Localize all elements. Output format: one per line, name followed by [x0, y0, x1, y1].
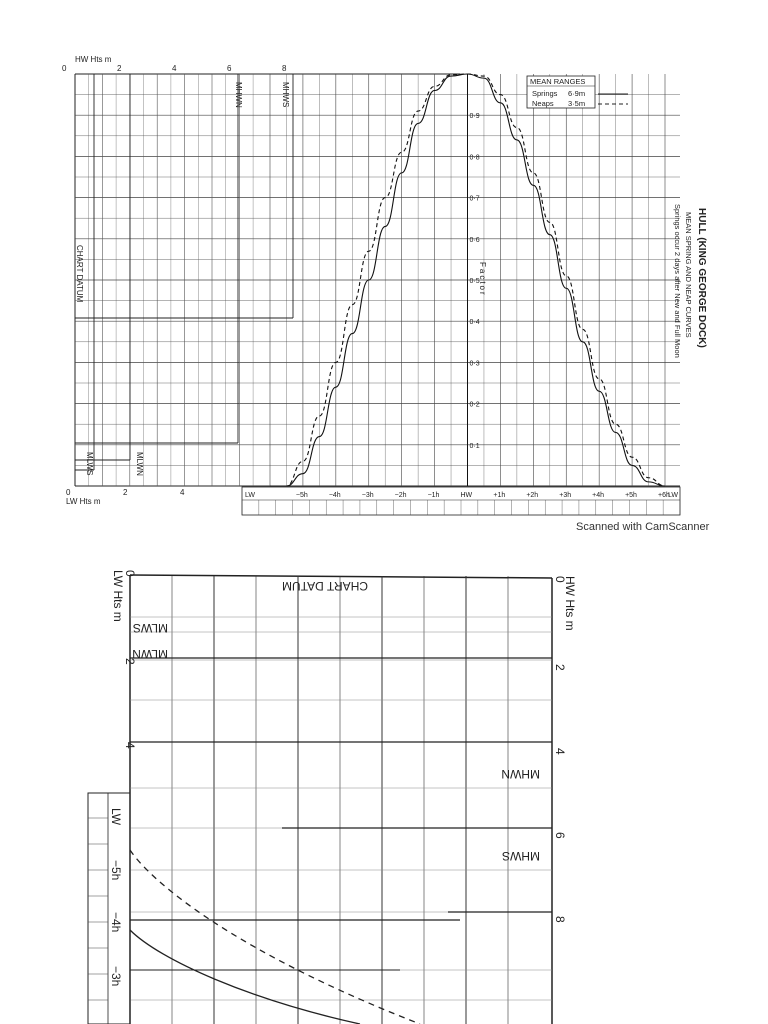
time-tick: −3h — [361, 492, 374, 499]
time-tick: +3h — [559, 492, 572, 499]
lower-level-label-mhws: MHWS — [502, 849, 540, 863]
lower-lw-tick: 4 — [123, 742, 137, 749]
lower-level-label-mlws: MLWS — [132, 621, 168, 635]
time-tick: +4h — [592, 492, 605, 499]
hw-height-tick: 8 — [282, 64, 287, 73]
level-label-mhws: MHWS — [281, 82, 290, 108]
chart-note: Springs occur 2 days after New and Full Moon — [673, 204, 682, 358]
factor-tick: 0·8 — [469, 154, 480, 162]
legend-springs-label: Springs — [532, 89, 558, 98]
factor-tick: 0·2 — [469, 401, 480, 409]
time-tick: +2h — [526, 492, 539, 499]
level-label-mlws: MLWS — [85, 452, 94, 476]
legend — [527, 76, 628, 108]
chart-title: HULL (KING GEORGE DOCK) — [696, 208, 707, 348]
lw-height-tick: 4 — [180, 488, 185, 497]
lower-lw-tick: 0 — [123, 570, 137, 577]
lw-height-ticks — [66, 488, 185, 497]
hw-height-ticks — [62, 64, 287, 73]
lower-time-tick: LW — [109, 808, 123, 826]
lower-time-tick: −3h — [109, 966, 123, 987]
lower-hw-tick: 8 — [553, 916, 567, 923]
time-tick: HW — [460, 492, 473, 499]
lower-hw-tick: 0 — [553, 576, 567, 583]
factor-tick: 0·3 — [469, 360, 480, 368]
lower-hw-tick: 4 — [553, 748, 567, 755]
lower-curve-neaps — [130, 850, 420, 1024]
hw-heights-label: HW Hts m — [75, 55, 112, 64]
lower-curves — [130, 850, 420, 1024]
lower-level-label-mlwn: MLWN — [132, 647, 168, 661]
time-tick: −1h — [427, 492, 440, 499]
lower-grid — [88, 575, 552, 1024]
hw-height-tick: 2 — [117, 64, 122, 73]
hw-height-tick: 4 — [172, 64, 177, 73]
scan-watermark: Scanned with CamScanner — [576, 521, 710, 533]
lower-time-tick: −5h — [109, 860, 123, 881]
time-tick: LW — [668, 492, 678, 499]
lower-datum-line — [130, 575, 552, 578]
upper-chart — [62, 55, 707, 515]
lower-time-tick: −4h — [109, 912, 123, 933]
chart-datum-label: CHART DATUM — [75, 245, 84, 303]
factor-axis-label: Factor — [478, 262, 487, 297]
lw-heights-label: LW Hts m — [66, 497, 101, 506]
lower-lw-tick: 2 — [123, 658, 137, 665]
lower-level-label-mhwn: MHWN — [501, 767, 540, 781]
time-tick: LW — [245, 492, 255, 499]
time-tick: −5h — [295, 492, 308, 499]
lower-time-scale-box — [88, 793, 130, 1024]
lw-height-tick: 2 — [123, 488, 128, 497]
time-tick: +1h — [493, 492, 506, 499]
level-label-mlwn: MLWN — [135, 452, 144, 476]
lower-hw-tick: 6 — [553, 832, 567, 839]
lw-height-tick: 0 — [66, 488, 71, 497]
time-tick: −2h — [394, 492, 407, 499]
legend-neaps-label: Neaps — [532, 99, 554, 108]
upper-grid — [75, 74, 680, 515]
factor-tick: 0·6 — [469, 236, 480, 244]
lower-hw-tick: 2 — [553, 664, 567, 671]
hw-height-tick: 6 — [227, 64, 232, 73]
lower-rotated-chart-zoom — [88, 570, 577, 1024]
lower-chart-datum-label: CHART DATUM — [281, 579, 368, 593]
time-tick: +6h — [658, 492, 670, 499]
lower-hw-heights-label: HW Hts m — [563, 576, 577, 631]
factor-tick: 0·5 — [469, 278, 480, 285]
factor-tick: 0·1 — [469, 442, 480, 450]
legend-springs-value: 6·9m — [568, 89, 586, 98]
chart-subtitle: MEAN SPRING AND NEAP CURVES — [684, 212, 693, 338]
lower-labels — [111, 570, 577, 863]
hw-height-tick: 0 — [62, 64, 67, 73]
factor-tick: 0·9 — [469, 113, 480, 121]
legend-title: MEAN RANGES — [530, 77, 586, 86]
factor-tick: 0·7 — [469, 195, 480, 203]
time-tick-labels — [245, 492, 678, 499]
time-tick: +5h — [625, 492, 637, 499]
factor-tick: 0·4 — [469, 319, 480, 327]
time-tick: −4h — [328, 492, 341, 499]
lower-tick-labels — [109, 570, 567, 986]
lower-lw-heights-label: LW Hts m — [111, 570, 125, 622]
level-label-mhwn: MHWN — [234, 82, 243, 108]
lower-curve-springs — [130, 930, 360, 1024]
legend-neaps-value: 3·5m — [568, 99, 586, 108]
